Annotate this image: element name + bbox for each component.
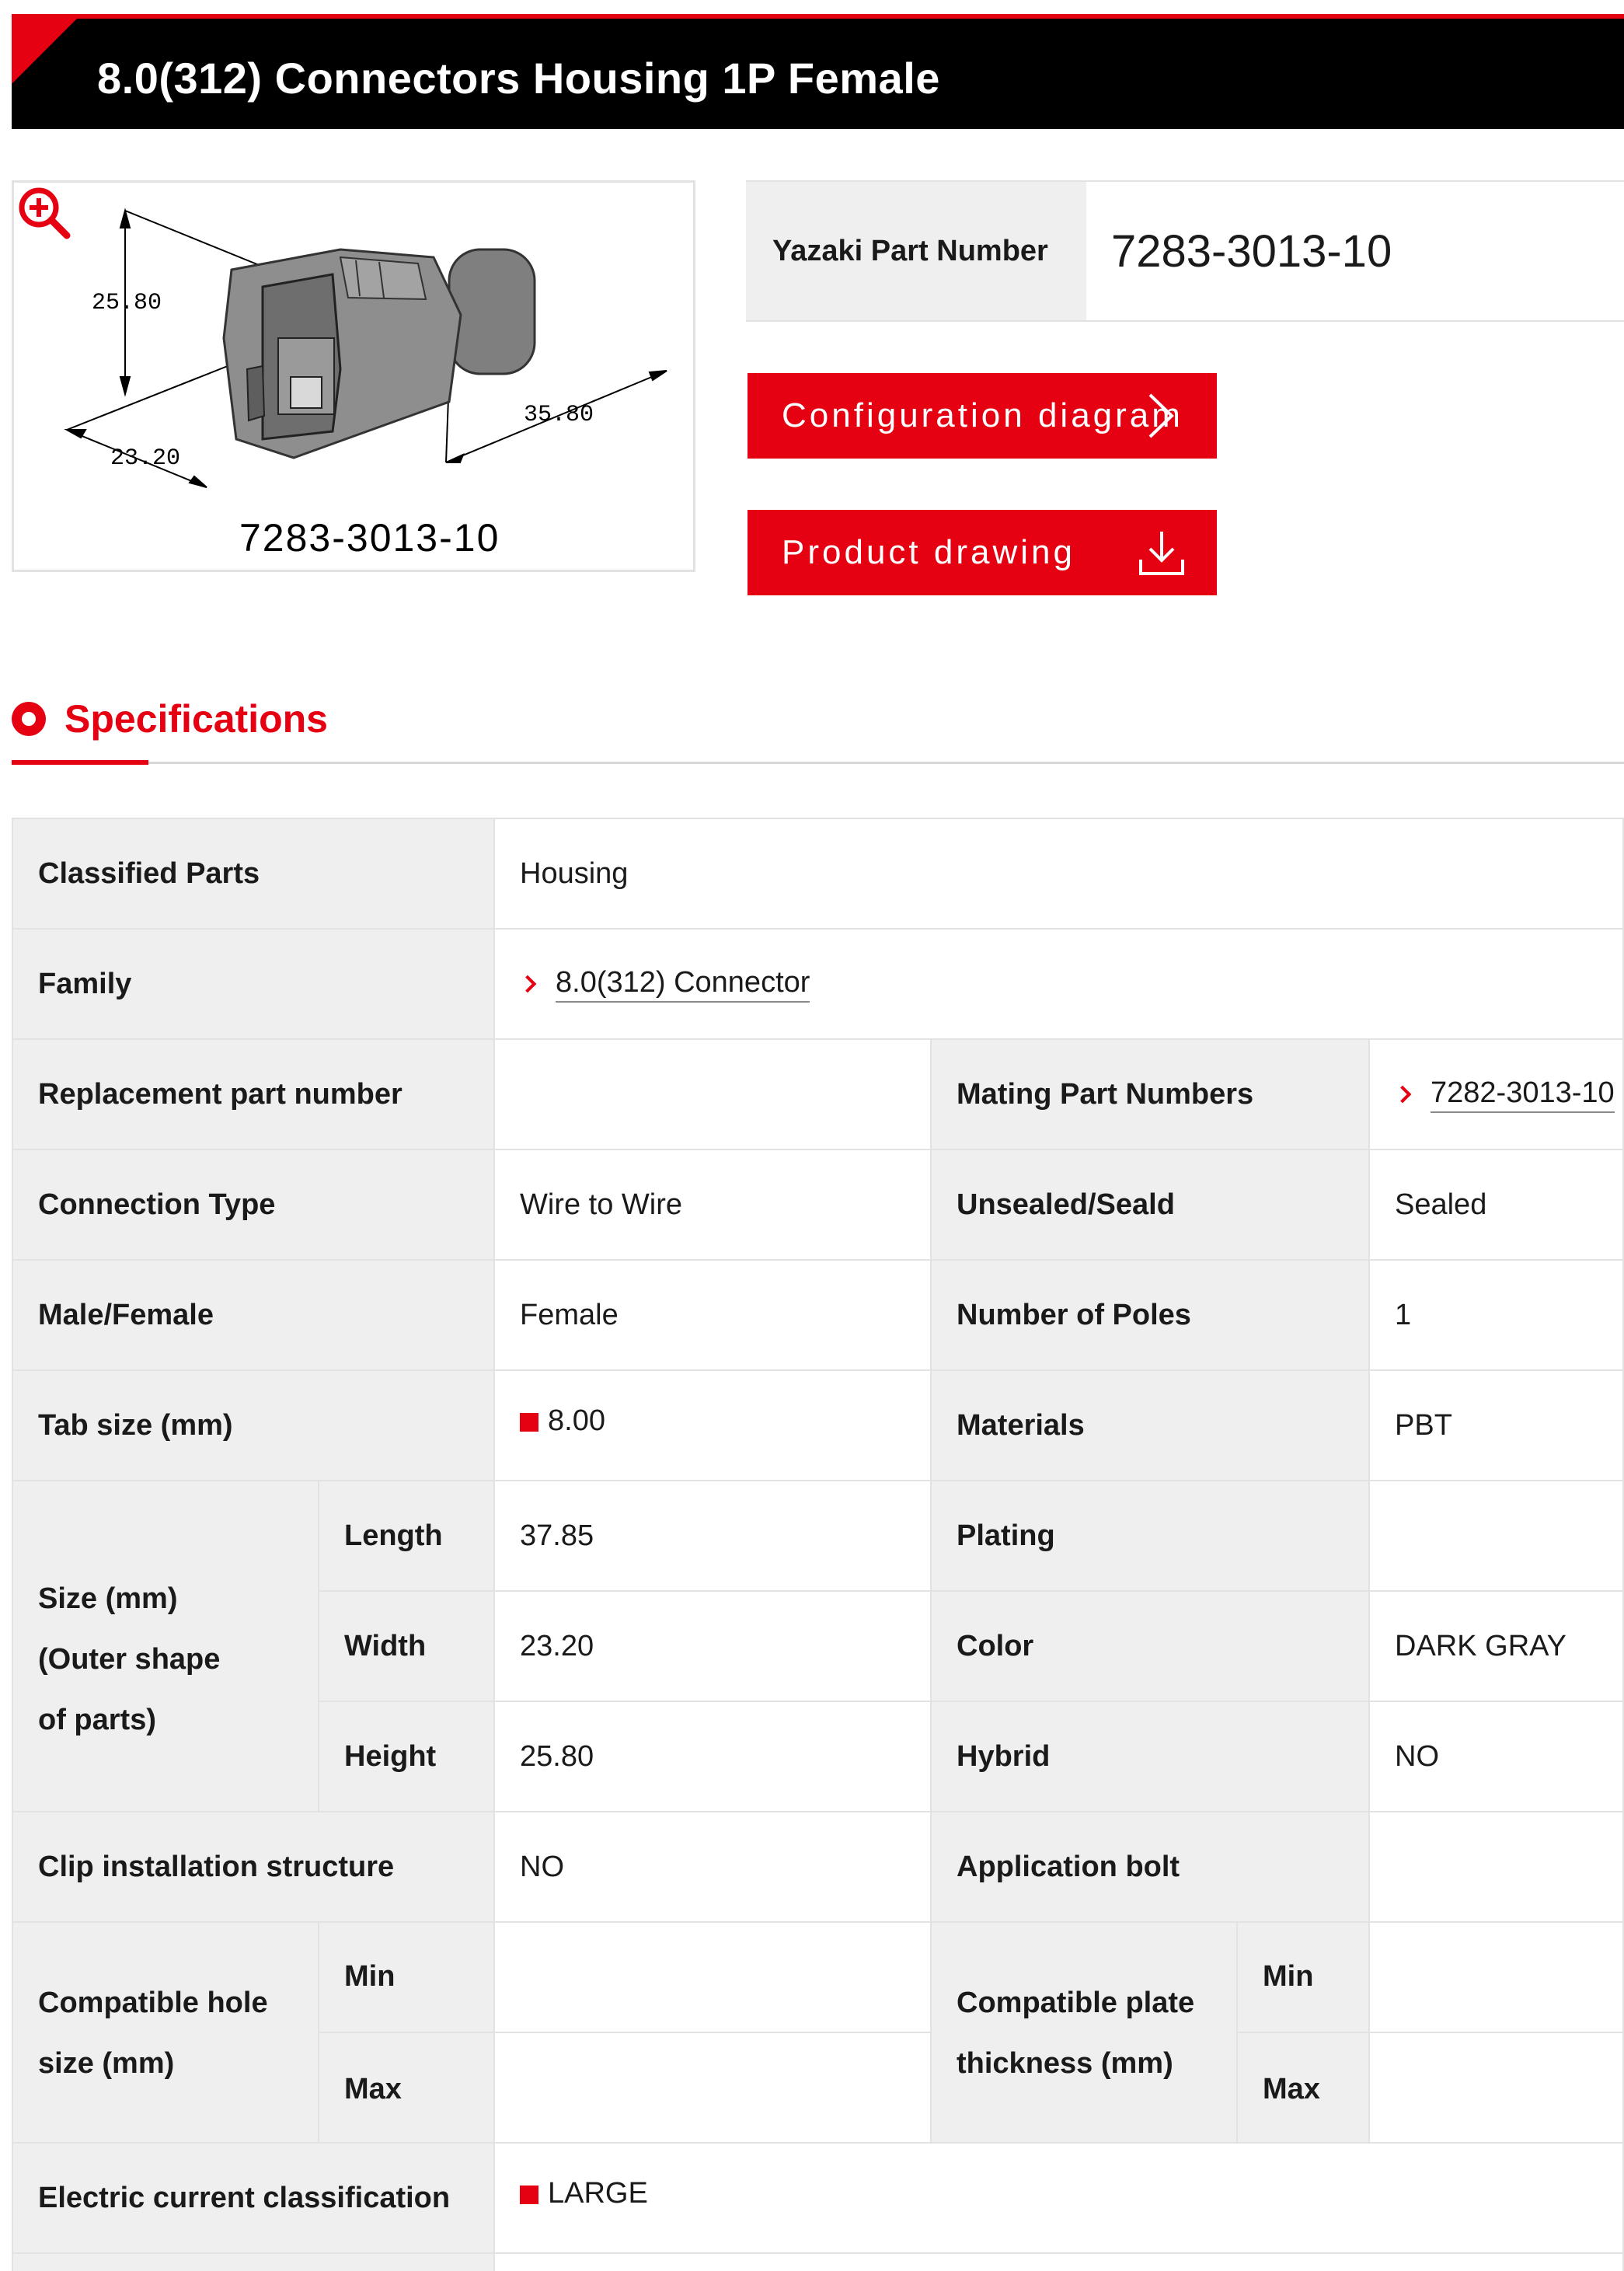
mating-part-value-cell <box>1370 1040 1624 1150</box>
part-number-label: Yazaki Part Number <box>746 182 1086 320</box>
chevron-right-icon <box>1394 1086 1412 1104</box>
height-value: 25.80 <box>495 1702 932 1812</box>
replacement-part-label: Replacement part number <box>13 1040 495 1150</box>
zoom-in-icon[interactable] <box>14 183 76 245</box>
color-label: Color <box>932 1592 1370 1702</box>
specifications-heading <box>12 696 328 741</box>
materials-label: Materials <box>932 1371 1370 1481</box>
hybrid-value: NO <box>1370 1702 1624 1812</box>
poles-label: Number of Poles <box>932 1261 1370 1371</box>
materials-value: PBT <box>1370 1371 1624 1481</box>
hole-max-label: Max <box>319 2033 495 2144</box>
hole-size-label: Compatible hole size (mm) <box>13 1923 319 2144</box>
plate-max-label: Max <box>1238 2033 1370 2144</box>
dim-width-label: 23.20 <box>110 445 181 472</box>
specifications-title: Specifications <box>64 697 328 741</box>
connector-body <box>224 249 535 458</box>
sealed-label: Unsealed/Seald <box>932 1150 1370 1261</box>
hole-min-label: Min <box>319 1923 495 2033</box>
size-label: Size (mm) (Outer shape of parts) <box>13 1481 319 1812</box>
poles-value: 1 <box>1370 1261 1624 1371</box>
dim-height-label: 25.80 <box>92 290 162 316</box>
plate-thickness-label: Compatible plate thickness (mm) <box>932 1923 1238 2144</box>
length-value: 37.85 <box>495 1481 932 1592</box>
height-label: Height <box>319 1702 495 1812</box>
dim-length-label: 35.80 <box>524 402 594 428</box>
plate-min-value <box>1370 1923 1624 2033</box>
plate-min-label: Min <box>1238 1923 1370 2033</box>
length-label: Length <box>319 1481 495 1592</box>
classified-parts-label: Classified Parts <box>13 819 495 930</box>
current-class-value: LARGE <box>548 2176 648 2210</box>
next-row-label <box>13 2254 495 2271</box>
specifications-table <box>12 818 1624 2271</box>
color-value: DARK GRAY <box>1370 1592 1624 1702</box>
family-link[interactable]: 8.0(312) Connector <box>556 966 810 1003</box>
plating-label: Plating <box>932 1481 1370 1592</box>
mating-part-link[interactable]: 7282-3013-10 <box>1431 1076 1615 1113</box>
title-accent-wedge <box>12 19 77 84</box>
male-female-value: Female <box>495 1261 932 1371</box>
family-label: Family <box>13 930 495 1040</box>
part-number-value: 7283-3013-10 <box>1111 225 1392 277</box>
download-icon <box>1138 529 1186 577</box>
tab-size-value: 8.00 <box>548 1404 605 1437</box>
part-number-row <box>746 180 1624 322</box>
hybrid-label: Hybrid <box>932 1702 1370 1812</box>
tab-size-label: Tab size (mm) <box>13 1371 495 1481</box>
hole-min-value <box>495 1923 932 2033</box>
tab-size-value-cell <box>495 1371 932 1481</box>
male-female-label: Male/Female <box>13 1261 495 1371</box>
width-value: 23.20 <box>495 1592 932 1702</box>
current-class-label: Electric current classification <box>13 2144 495 2254</box>
clip-label: Clip installation structure <box>13 1812 495 1923</box>
mating-part-label: Mating Part Numbers <box>932 1040 1370 1150</box>
section-divider-accent <box>12 760 148 765</box>
product-drawing-button[interactable] <box>748 510 1217 595</box>
sealed-value: Sealed <box>1370 1150 1624 1261</box>
page-title: 8.0(312) Connectors Housing 1P Female <box>97 54 940 103</box>
hole-max-value <box>495 2033 932 2144</box>
product-image-panel <box>12 180 695 572</box>
bolt-label: Application bolt <box>932 1812 1370 1923</box>
connector-drawing <box>14 183 693 570</box>
current-class-value-cell <box>495 2144 1624 2254</box>
red-square-icon <box>520 1413 538 1432</box>
configuration-diagram-label: Configuration diagram <box>782 396 1183 434</box>
next-row-value <box>495 2254 1624 2271</box>
replacement-part-value <box>495 1040 932 1150</box>
image-part-label: 7283-3013-10 <box>239 516 500 560</box>
clip-value: NO <box>495 1812 932 1923</box>
configuration-diagram-button[interactable] <box>748 373 1217 459</box>
family-value-cell <box>495 930 1624 1040</box>
chevron-right-icon <box>519 975 537 993</box>
width-label: Width <box>319 1592 495 1702</box>
plate-max-value <box>1370 2033 1624 2144</box>
chevron-right-icon <box>1138 392 1186 440</box>
section-divider <box>12 762 1624 764</box>
plating-value <box>1370 1481 1624 1592</box>
bolt-value <box>1370 1812 1624 1923</box>
connection-type-label: Connection Type <box>13 1150 495 1261</box>
classified-parts-value: Housing <box>495 819 1624 930</box>
connection-type-value: Wire to Wire <box>495 1150 932 1261</box>
red-square-icon <box>520 2186 538 2204</box>
product-drawing-label: Product drawing <box>782 533 1075 571</box>
bullet-circle-icon <box>12 702 46 736</box>
page-title-bar <box>12 14 1624 129</box>
